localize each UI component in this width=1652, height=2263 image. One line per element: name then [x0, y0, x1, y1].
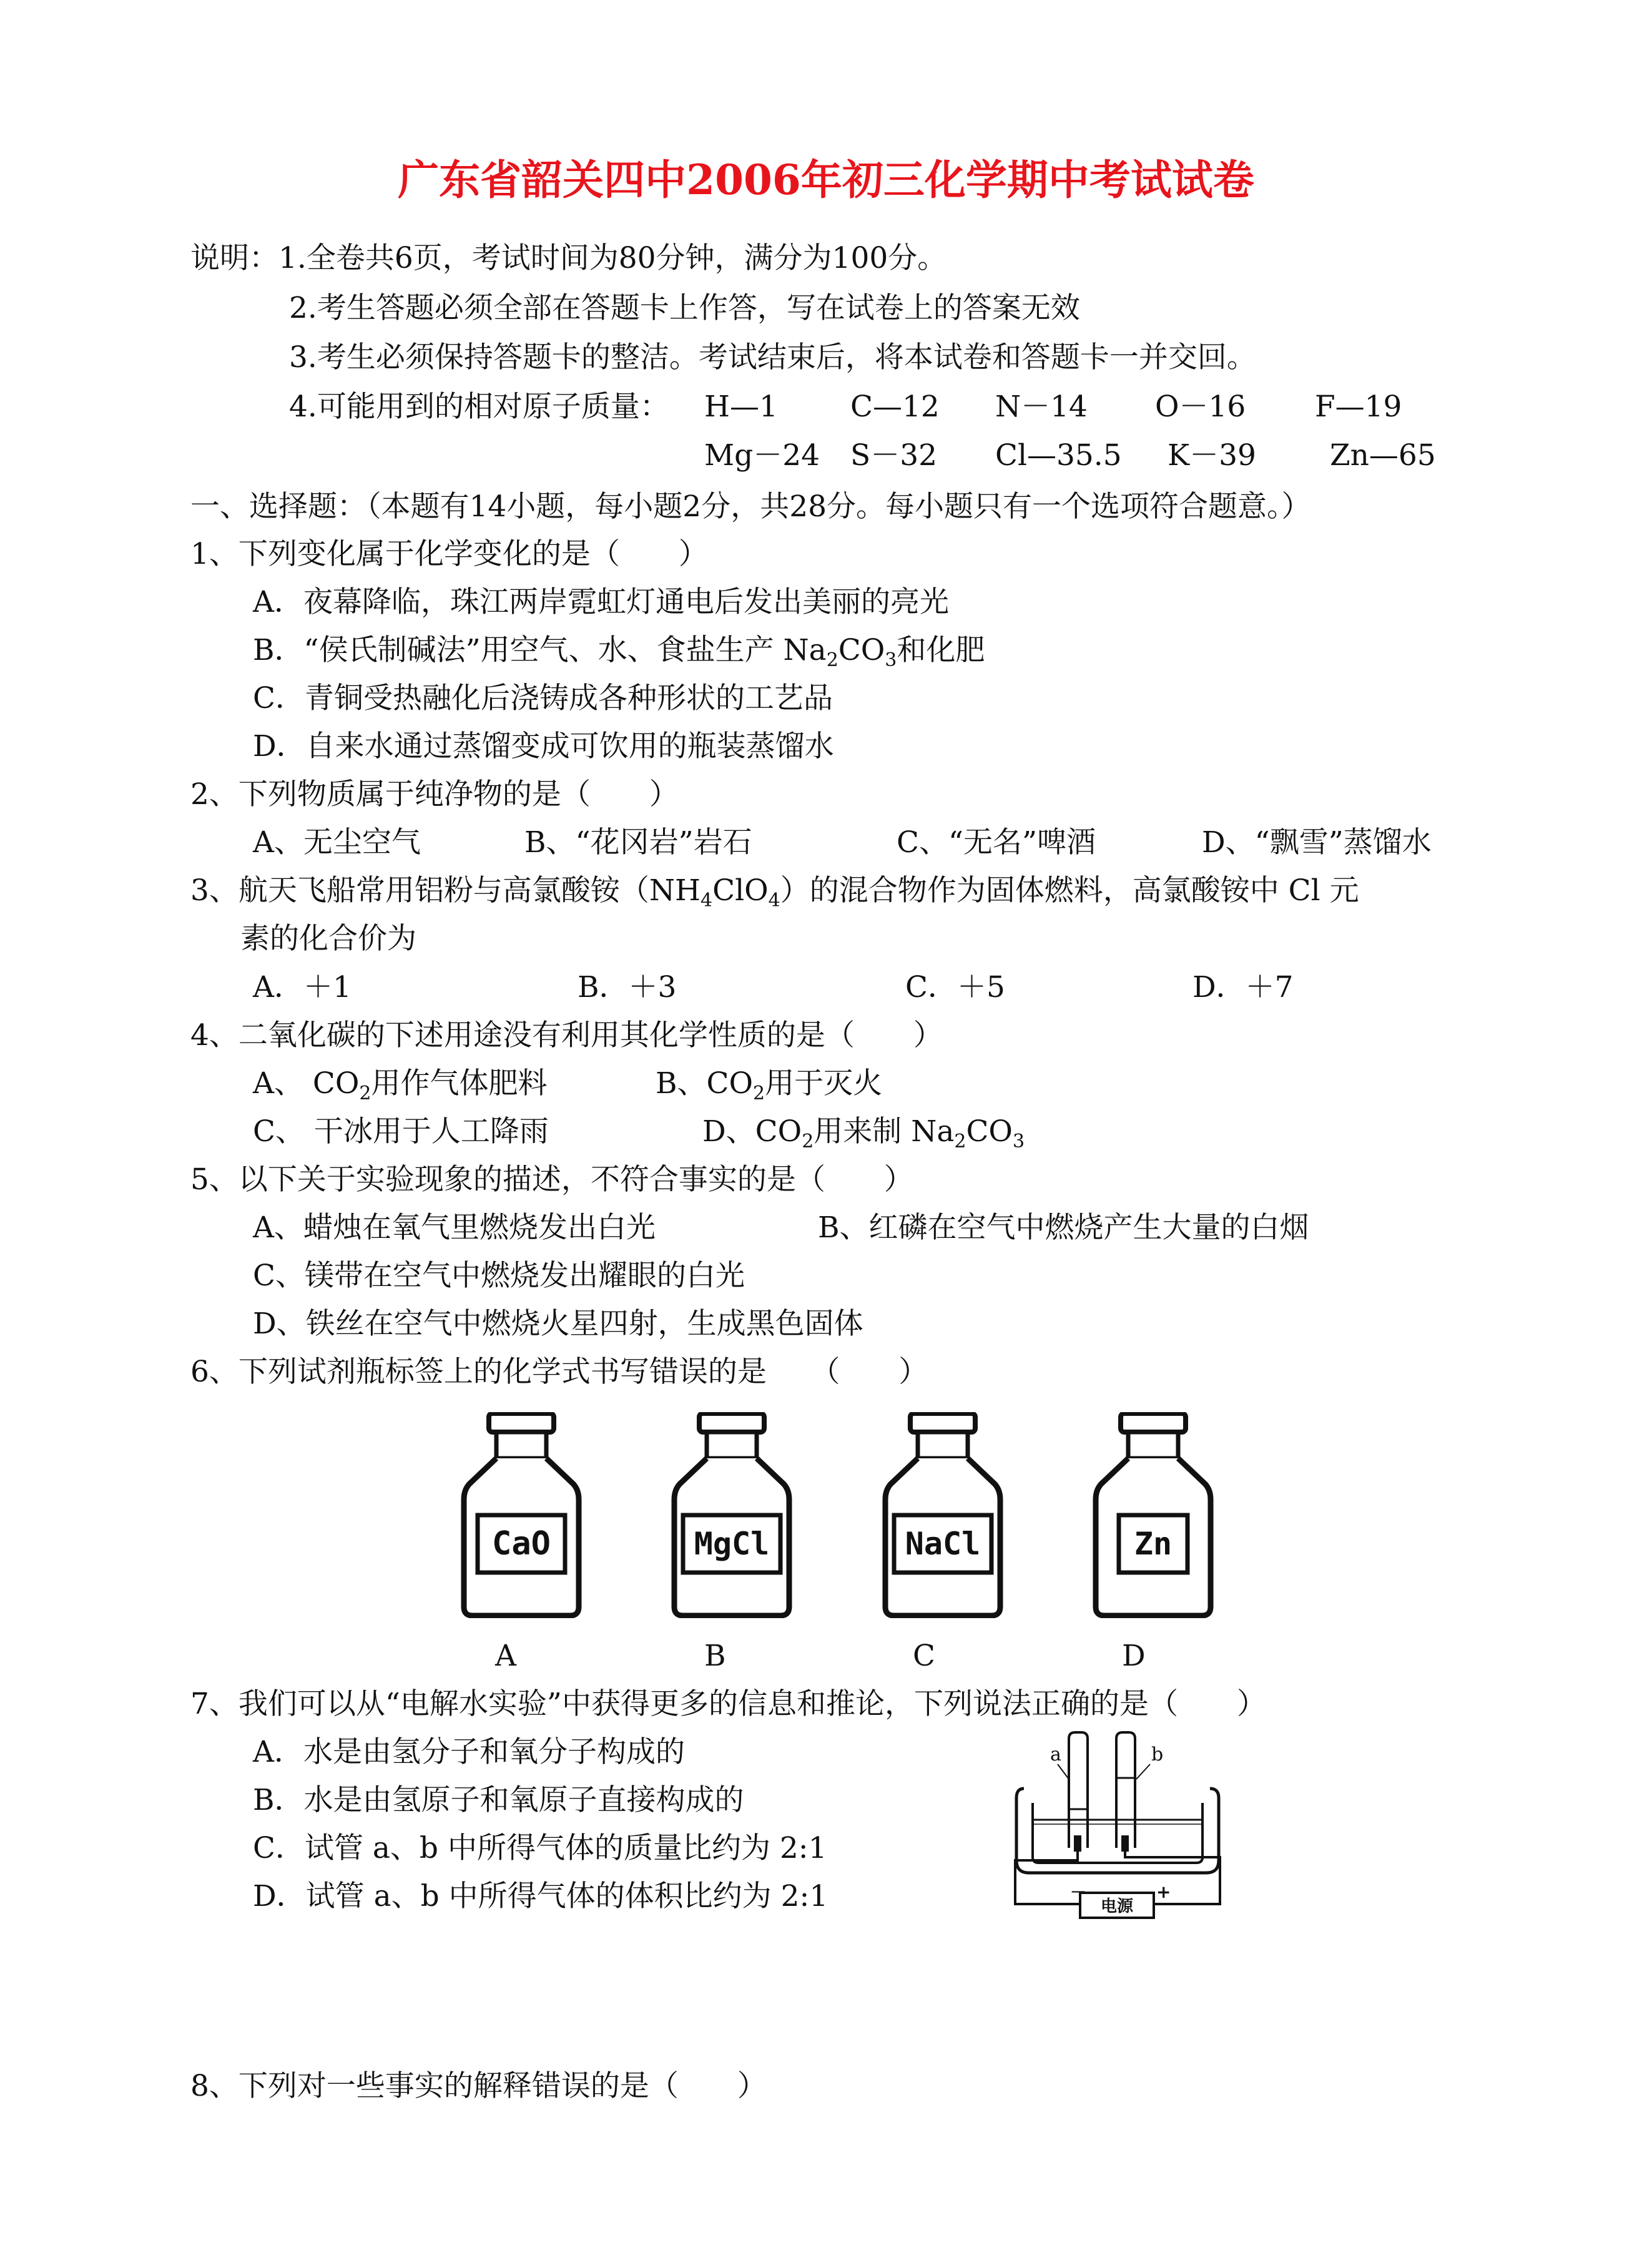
mass-h: H—1 [704, 390, 778, 424]
q3-option-b: B．＋3 [578, 970, 677, 1004]
note-1: 说明：1.全卷共6页，考试时间为80分钟，满分为100分。 [190, 241, 947, 275]
q3-stem-cont: 素的化合价为 [240, 921, 416, 956]
note-3: 3.考生必须保持答题卡的整洁。考试结束后，将本试卷和答题卡一并交回。 [289, 340, 1256, 375]
q4-option-c: C、 干冰用于人工降雨 [253, 1114, 549, 1149]
mass-c: C—12 [850, 390, 940, 424]
q7-option-d: D．试管 a、b 中所得气体的体积比约为 2:1 [253, 1879, 828, 1913]
note-4-label: 4.可能用到的相对原子质量： [289, 390, 669, 424]
reagent-bottle-b [669, 1412, 794, 1618]
q5-option-c: C、镁带在空气中燃烧发出耀眼的白光 [253, 1259, 745, 1293]
bottle-label-c: NaCl [905, 1526, 981, 1562]
bottle-letter-c: C [913, 1639, 935, 1673]
q1-option-b: B．“侯氏制碱法”用空气、水、食盐生产 $Na_2CO_3$和化肥 [253, 633, 985, 671]
mass-cl: Cl—35.5 [995, 438, 1122, 473]
q5-option-a: A、蜡烛在氧气里燃烧发出白光 [253, 1210, 656, 1245]
mass-s: S－32 [850, 438, 938, 473]
q7-stem: 7、我们可以从“电解水实验”中获得更多的信息和推论，下列说法正确的是（ ） [190, 1687, 1266, 1721]
q2-option-c: C、“无名”啤酒 [897, 825, 1096, 860]
q7-option-c: C．试管 a、b 中所得气体的质量比约为 2:1 [253, 1831, 827, 1865]
mass-k: K－39 [1168, 438, 1256, 473]
bottle-letter-b: B [704, 1639, 726, 1673]
power-plus: + [1156, 1882, 1171, 1902]
q1-stem: 1、下列变化属于化学变化的是（ ） [190, 537, 708, 571]
q5-option-b: B、红磷在空气中燃烧产生大量的白烟 [818, 1210, 1309, 1245]
exam-title: 广东省韶关四中2006年初三化学期中考试试卷 [398, 155, 1254, 204]
q2-option-b: B、“花冈岩”岩石 [524, 825, 752, 860]
q8-stem: 8、下列对一些事实的解释错误的是（ ） [190, 2069, 767, 2103]
q7-option-b: B．水是由氢原子和氧原子直接构成的 [253, 1783, 744, 1817]
mass-n: N－14 [995, 390, 1088, 424]
bottle-label-d: Zn [1134, 1526, 1173, 1562]
section-choice-heading: 一、选择题：（本题有14小题，每小题2分，共28分。每小题只有一个选项符合题意。） [190, 489, 1311, 524]
q4-option-d: D、$CO_2$用来制 $Na_2CO_3$ [702, 1114, 1025, 1152]
mass-zn: Zn—65 [1330, 438, 1436, 473]
q6-stem: 6、下列试剂瓶标签上的化学式书写错误的是 （ ） [190, 1355, 928, 1389]
reagent-bottle-c [880, 1412, 1005, 1618]
reagent-bottle-a [459, 1412, 584, 1618]
q5-stem: 5、以下关于实验现象的描述，不符合事实的是（ ） [190, 1162, 913, 1197]
bottle-letter-a: A [495, 1639, 516, 1673]
bottle-label-b: MgCl [694, 1526, 770, 1562]
tube-label-b: b [1151, 1744, 1164, 1765]
bottle-letter-d: D [1122, 1639, 1146, 1673]
mass-o: O－16 [1155, 390, 1246, 424]
reagent-bottle-d [1091, 1412, 1216, 1618]
q4-stem: 4、二氧化碳的下述用途没有利用其化学性质的是（ ） [190, 1018, 943, 1053]
mass-mg: Mg－24 [704, 438, 820, 473]
q3-option-a: A．＋1 [253, 970, 352, 1004]
bottle-label-a: CaO [492, 1525, 551, 1563]
power-label: 电源 [1100, 1897, 1134, 1916]
note-2: 2.考生答题必须全部在答题卡上作答，写在试卷上的答案无效 [289, 291, 1080, 325]
q4-option-b: B、$CO_2$用于灭火 [656, 1066, 883, 1104]
q3-option-d: D．＋7 [1192, 970, 1294, 1004]
q3-option-c: C．＋5 [905, 970, 1005, 1004]
electrolysis-diagram [1011, 1729, 1224, 1923]
mass-f: F—19 [1315, 390, 1402, 424]
q2-stem: 2、下列物质属于纯净物的是（ ） [190, 777, 679, 812]
q2-option-a: A、无尘空气 [253, 825, 421, 860]
tube-label-a: a [1050, 1744, 1061, 1765]
q5-option-d: D、铁丝在空气中燃烧火星四射，生成黑色固体 [253, 1307, 863, 1341]
q1-option-c: C．青铜受热融化后浇铸成各种形状的工艺品 [253, 681, 833, 715]
q1-option-a: A．夜幕降临，珠江两岸霓虹灯通电后发出美丽的亮光 [253, 585, 949, 619]
q7-option-a: A．水是由氢分子和氧分子构成的 [253, 1735, 685, 1769]
q1-option-d: D．自来水通过蒸馏变成可饮用的瓶装蒸馏水 [253, 729, 834, 763]
q4-option-a: A、 $CO_2$用作气体肥料 [253, 1066, 548, 1104]
q3-stem: 3、航天飞船常用铝粉与高氯酸铵$(NH_4ClO_4)$的混合物作为固体燃料，高氯酸铵中 Cl 元 [190, 873, 1359, 911]
power-minus: － [1070, 1883, 1087, 1902]
q2-option-d: D、“飘雪”蒸馏水 [1202, 825, 1432, 860]
